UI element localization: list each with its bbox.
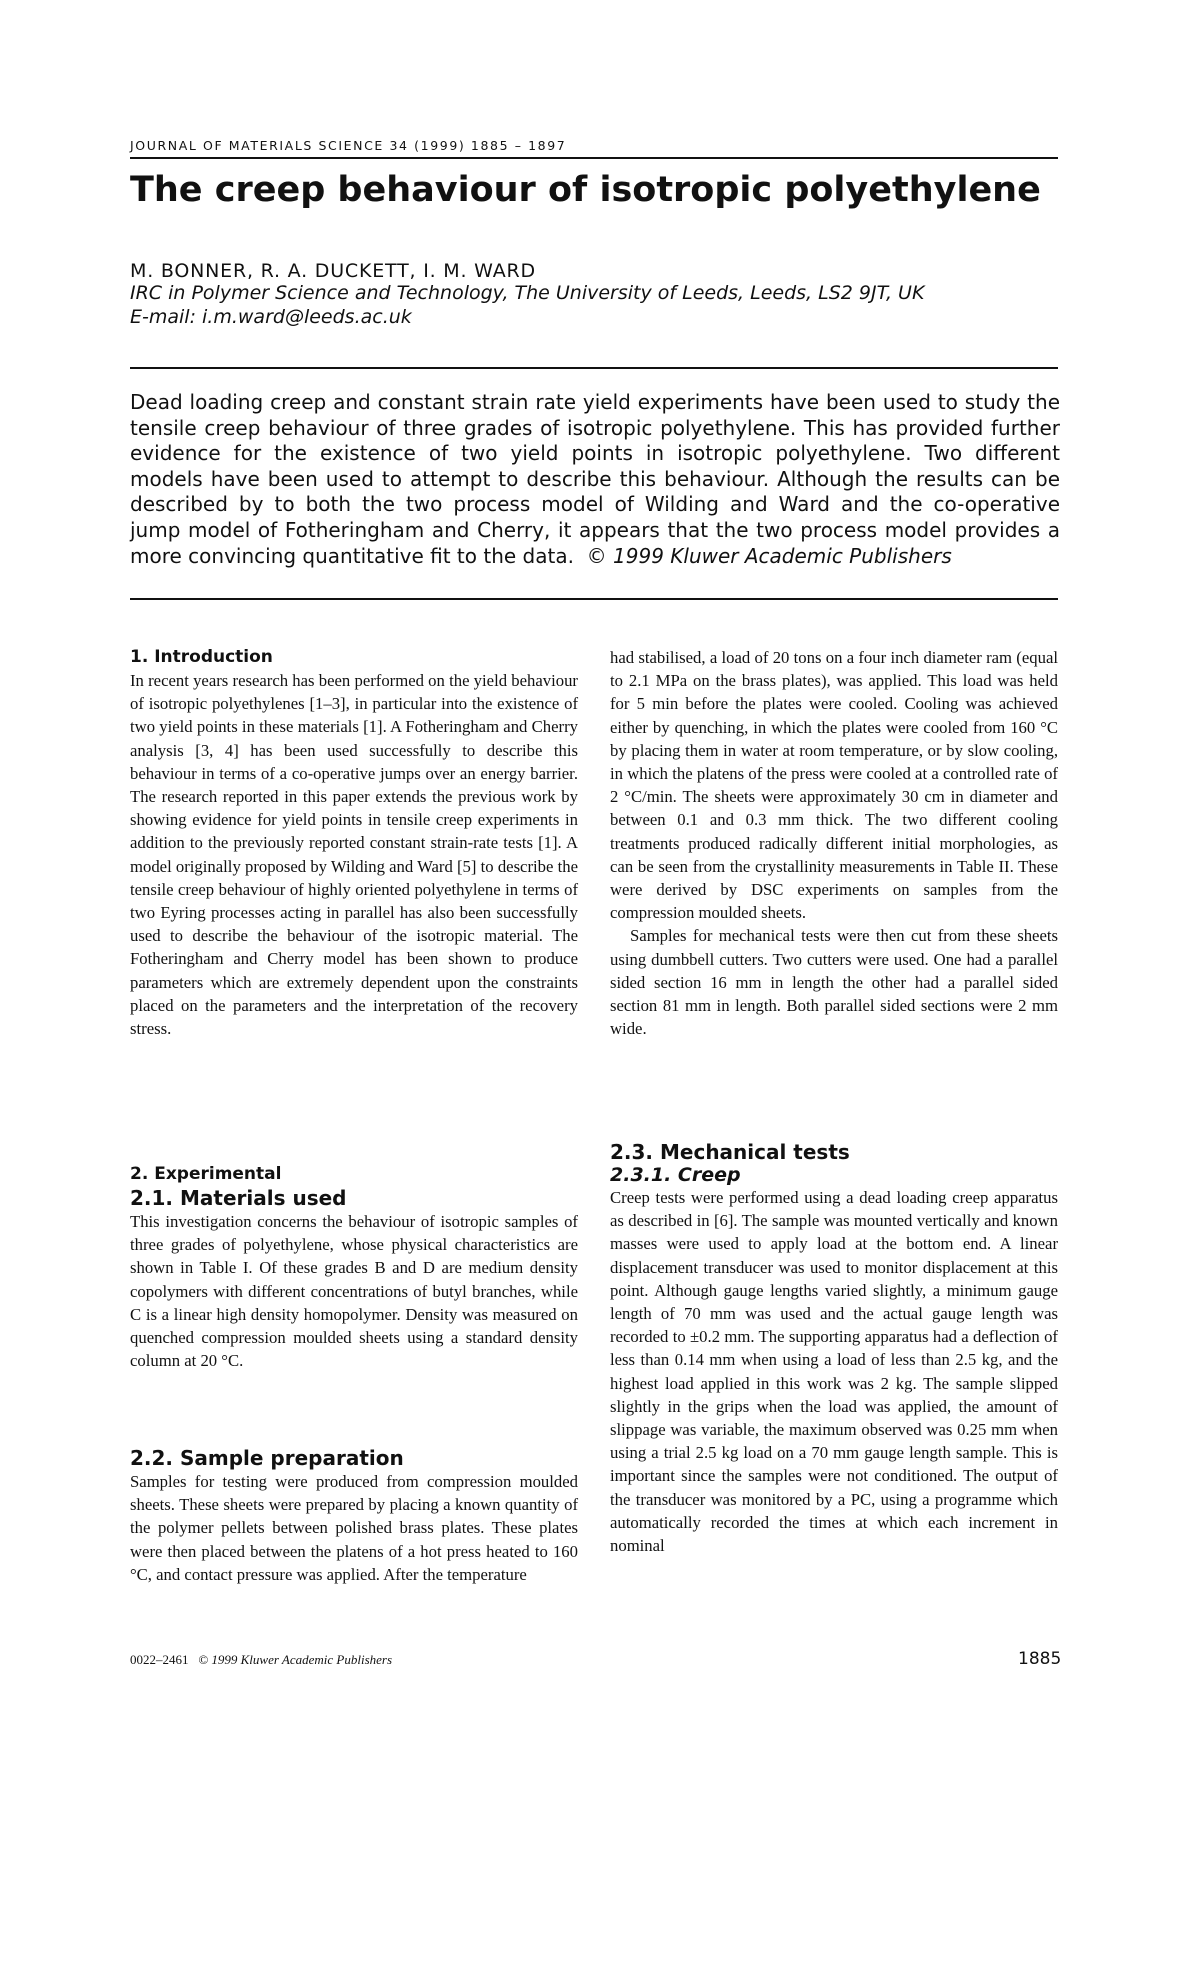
abstract-rule-bottom — [130, 598, 1058, 600]
column-left-middle — [130, 1163, 578, 1372]
section-heading-introduction: 1. Introduction — [130, 647, 273, 667]
footer-copyright: © 1999 Kluwer Academic Publishers — [198, 1652, 393, 1667]
column-right-top — [610, 646, 1058, 1040]
sample-preparation-text-continued: had stabilised, a load of 20 tons on a four inch diameter ram (equal to 2.1 MPa on the brass plates), was applied. This load was held for 5 min before the plates were cooled. Cooling was achieved either by quenching, in which the plates were cooled from 160 °C by placing them in water at room temperature, or by slow cooling, in which the platens of the press were cooled at a controlled rate of 2 °C/min. The sheets were approximately 30 cm in diameter and between 0.1 and 0.3 mm thick. The two different cooling treatments produced radically different initial morphologies, as can be seen from the crystallinity measurements in Table II. These were derived by DSC experiments on samples from the compression moulded sheets. — [610, 648, 1058, 923]
column-right-bottom — [610, 1140, 1058, 1557]
section-heading-experimental: 2. Experimental — [130, 1164, 282, 1184]
abstract-line: jump model of Fotheringham and Cherry, it appears that the two process model provides a — [130, 517, 1060, 542]
column-left-bottom — [130, 1446, 578, 1586]
subsection-heading-mechanical-tests: 2.3. Mechanical tests — [610, 1140, 850, 1164]
paper-title: The creep behaviour of isotropic polyethylene — [130, 170, 1041, 210]
authors: M. BONNER, R. A. DUCKETT, I. M. WARD — [130, 260, 536, 282]
journal-citation: 34 (1999) 1885 – 1897 — [389, 138, 567, 153]
page-number: 1885 — [1018, 1649, 1062, 1669]
sample-preparation-text-2: Samples for mechanical tests were then cut from these sheets using dumbbell cutters. Two cutters were used. One had a parallel sided section 16 mm in length the other had a parallel sided section 81 mm in length. Both parallel sided sections were 2 mm wide. — [610, 926, 1058, 1039]
journal-name: JOURNAL OF MATERIALS SCIENCE — [130, 138, 384, 153]
introduction-text: In recent years research has been performed on the yield behaviour of isotropic polyethylenes [1–3], in particular into the existence of two yield points in these materials [1]. A Fotheringham and Cherry analysis [3, 4] has been used successfully to describe this behaviour in terms of a co-operative jumps over an energy barrier. The research reported in this paper extends the previous work by showing evidence for yield points in tensile creep experiments in addition to the previously reported constant strain-rate tests [1]. A model originally proposed by Wilding and Ward [5] to describe the tensile creep behaviour of highly oriented polyethylene in terms of two Eyring processes acting in parallel has also been successfully used to describe the behaviour of the isotropic material. The Fotheringham and Cherry model has been shown to produce parameters which are extremely dependent upon the constraints placed on the parameters and the interpretation of the recovery stress. — [130, 671, 578, 1039]
abstract-line-last — [130, 544, 1060, 570]
creep-text: Creep tests were performed using a dead loading creep apparatus as described in [6]. The sample was mounted vertically and known masses were used to apply load at the bottom end. A linear displacement transducer was used to monitor displacement at this point. Although gauge lengths varied slightly, a minimum gauge length of 70 mm was used and the actual gauge length was recorded to ±0.2 mm. The supporting apparatus had a deflection of less than 0.14 mm when using a load of less than 2.5 kg, and the highest load applied in this work was 2 kg. The sample slipped slightly in the grips when the load was applied, the amount of slippage was variable, the maximum observed was 0.25 mm when using a trial 2.5 kg load on a 70 mm gauge length sample. This is important since the samples were not conditioned. The output of the transducer was monitored by a PC, using a programme which automatically recorded the times at which each increment in nominal — [610, 1188, 1058, 1556]
affiliation: IRC in Polymer Science and Technology, The University of Leeds, Leeds, LS2 9JT, UK — [130, 282, 925, 304]
email-label: E-mail: — [130, 306, 196, 328]
abstract-copyright: © 1999 Kluwer Academic Publishers — [586, 543, 952, 568]
abstract-last-text: more convincing quantitative fit to the data. — [130, 543, 574, 568]
footer-left — [130, 1652, 392, 1668]
email-line — [130, 306, 412, 328]
journal-header — [130, 138, 566, 153]
abstract-line: evidence for the existence of two yield points in isotropic polyethylene. Two different — [130, 441, 1060, 466]
materials-text: This investigation concerns the behaviour of isotropic samples of three grades of polyethylene, whose physical characteristics are shown in Table I. Of these grades B and D are medium density copolymers with different concentrations of butyl branches, while C is a linear high density homopolymer. Density was measured on quenched compression moulded sheets using a standard density column at 20 °C. — [130, 1212, 578, 1371]
abstract-line: tensile creep behaviour of three grades of isotropic polyethylene. This has provided further — [130, 415, 1060, 440]
header-rule — [130, 157, 1058, 159]
abstract — [130, 390, 1060, 569]
subsection-heading-sample-preparation: 2.2. Sample preparation — [130, 1446, 404, 1470]
footer-code: 0022–2461 — [130, 1652, 189, 1667]
subsection-heading-materials: 2.1. Materials used — [130, 1186, 347, 1210]
column-left-top — [130, 646, 578, 1040]
abstract-line: models have been used to attempt to describe this behaviour. Although the results can be — [130, 466, 1060, 491]
abstract-line: described by to both the two process model of Wilding and Ward and the co-operative — [130, 492, 1060, 517]
email-link[interactable]: i.m.ward@leeds.ac.uk — [202, 306, 412, 328]
abstract-rule-top — [130, 367, 1058, 369]
subsubsection-heading-creep: 2.3.1. Creep — [610, 1164, 741, 1186]
abstract-line: Dead loading creep and constant strain rate yield experiments have been used to study the — [130, 390, 1060, 414]
sample-preparation-text: Samples for testing were produced from compression moulded sheets. These sheets were prepared by placing a known quantity of the polymer pellets between polished brass plates. These plates were then placed between the platens of a hot press heated to 160 °C, and contact pressure was applied. After the temperature — [130, 1472, 578, 1584]
